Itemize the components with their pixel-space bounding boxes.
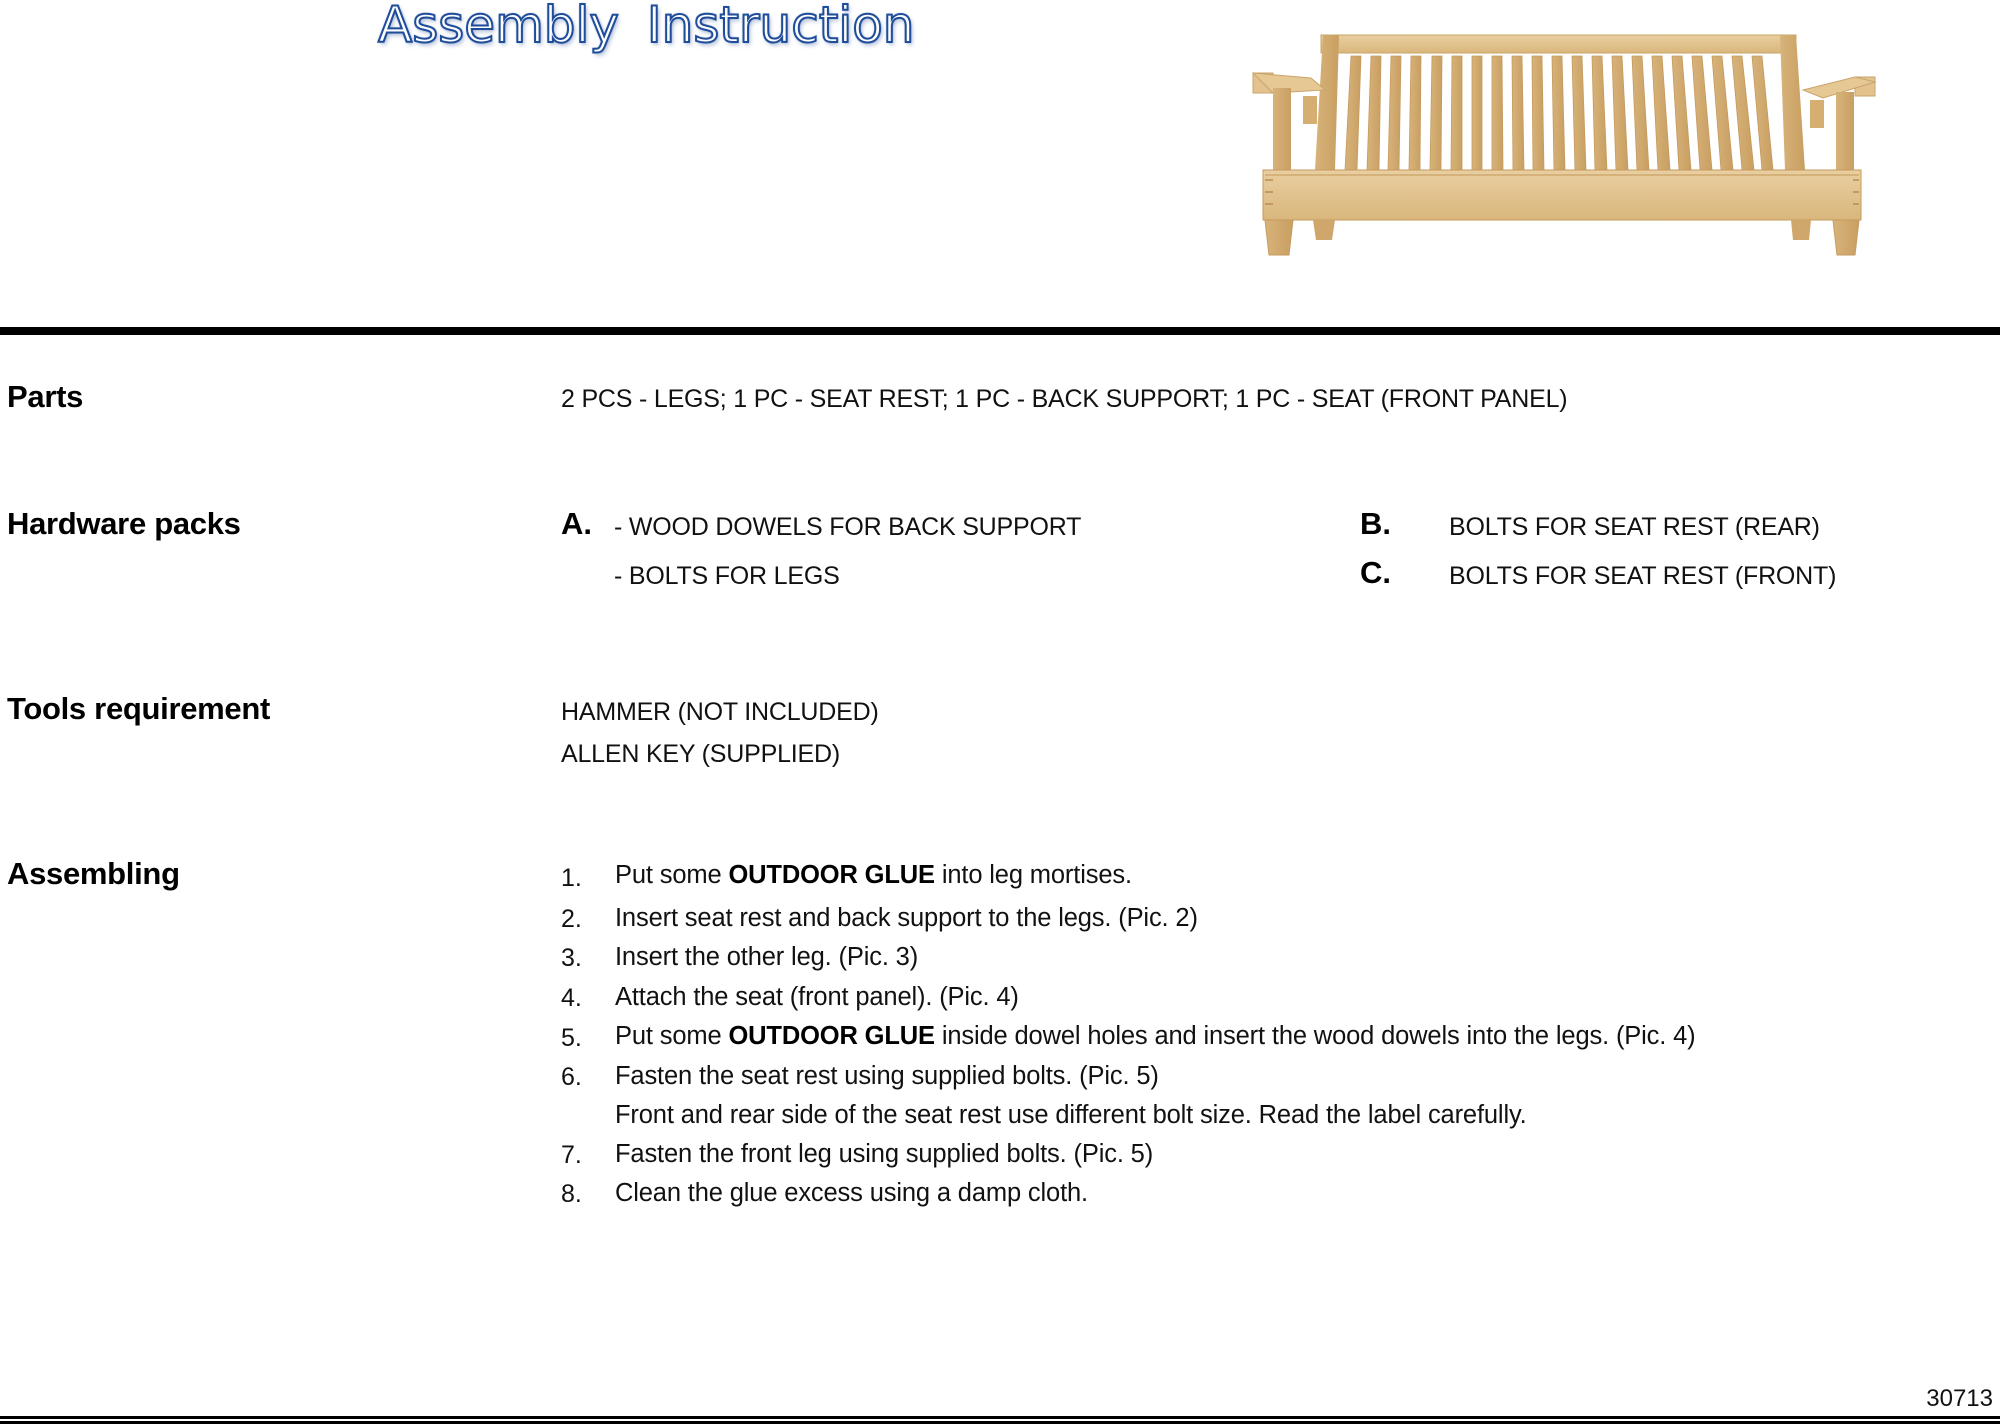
step-8: Clean the glue excess using a damp cloth.	[615, 1179, 1088, 1207]
glue-emphasis: OUTDOOR GLUE	[728, 861, 935, 889]
step-1: Put some OUTDOOR GLUE into leg mortises.	[615, 861, 1132, 889]
tool-hammer: HAMMER (NOT INCLUDED)	[561, 698, 879, 726]
header-divider	[0, 327, 2000, 335]
step-number: 1.	[561, 864, 582, 892]
pack-a-item-dowels: - WOOD DOWELS FOR BACK SUPPORT	[614, 513, 1082, 541]
step-7: Fasten the front leg using supplied bolts. (Pic. 5)	[615, 1140, 1154, 1168]
step-number: 8.	[561, 1180, 582, 1208]
document-number: 30713	[1926, 1385, 1993, 1412]
parts-list: 2 PCS - LEGS; 1 PC - SEAT REST; 1 PC - BACK SUPPORT; 1 PC - SEAT (FRONT PANEL)	[561, 385, 1568, 413]
pack-c-item: BOLTS FOR SEAT REST (FRONT)	[1449, 562, 1837, 590]
footer-divider-top	[0, 1416, 2000, 1419]
step-4: Attach the seat (front panel). (Pic. 4)	[615, 983, 1019, 1011]
step-number: 2.	[561, 905, 582, 933]
parts-label: Parts	[7, 379, 84, 414]
step-2: Insert seat rest and back support to the legs. (Pic. 2)	[615, 904, 1198, 932]
glue-emphasis: OUTDOOR GLUE	[728, 1022, 935, 1050]
pack-a-letter: A.	[561, 506, 592, 541]
hardware-packs-label: Hardware packs	[7, 506, 241, 541]
pack-b-item: BOLTS FOR SEAT REST (REAR)	[1449, 513, 1820, 541]
tool-allen-key: ALLEN KEY (SUPPLIED)	[561, 740, 840, 768]
assembling-label: Assembling	[7, 856, 180, 891]
pack-c-letter: C.	[1360, 555, 1391, 590]
tools-requirement-label: Tools requirement	[7, 691, 271, 726]
pack-b-letter: B.	[1360, 506, 1391, 541]
step-3: Insert the other leg. (Pic. 3)	[615, 943, 919, 971]
step-number: 6.	[561, 1063, 582, 1091]
bench-product-image	[1243, 30, 1885, 260]
step-6-note: Front and rear side of the seat rest use different bolt size. Read the label carefully.	[615, 1101, 1527, 1129]
step-5: Put some OUTDOOR GLUE inside dowel holes and insert the wood dowels into the legs. (Pic. 4)	[615, 1022, 1696, 1050]
step-number: 7.	[561, 1141, 582, 1169]
page-title: Assembly Instruction	[378, 0, 915, 54]
step-6: Fasten the seat rest using supplied bolts. (Pic. 5)	[615, 1062, 1159, 1090]
pack-a-item-bolts-legs: - BOLTS FOR LEGS	[614, 562, 840, 590]
footer-divider-bottom	[0, 1421, 2000, 1424]
step-number: 5.	[561, 1024, 582, 1052]
step-number: 3.	[561, 944, 582, 972]
step-number: 4.	[561, 984, 582, 1012]
